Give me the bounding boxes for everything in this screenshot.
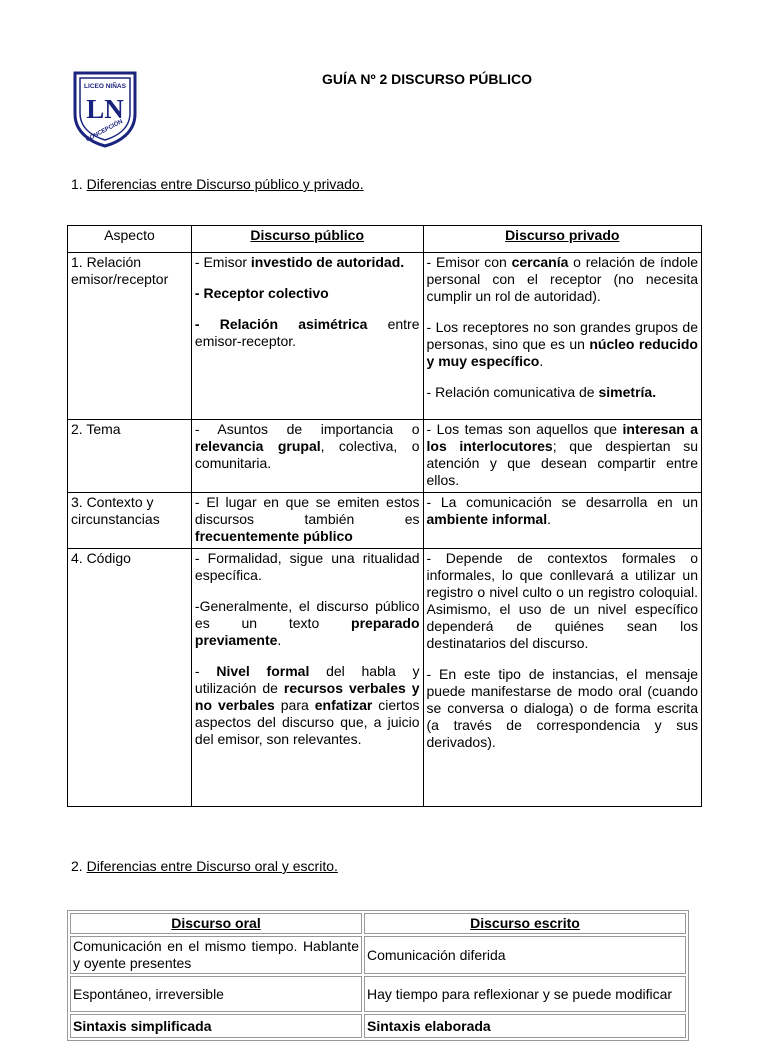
cell-public: - Emisor investido de autoridad. - Receptor colectivo - Relación asimétrica entre emisor-receptor. (191, 253, 423, 420)
cell-oral: Sintaxis simplificada (70, 1014, 362, 1038)
cell-private: - La comunicación se desarrolla en un ambiente informal. (423, 493, 701, 549)
section-1-number: 1. (71, 176, 83, 192)
cell-written: Comunicación diferida (364, 936, 686, 974)
cell-aspect: 3. Contexto y circunstancias (68, 493, 192, 549)
header-private: Discurso privado (505, 227, 620, 243)
table-row (68, 420, 702, 493)
cell-public: - Asuntos de importancia o relevancia grupal, colectiva, o comunitaria. (191, 420, 423, 493)
table-row (68, 253, 702, 420)
header-aspect: Aspecto (68, 226, 192, 253)
cell-public: - Formalidad, sigue una ritualidad específica. -Generalmente, el discurso público es un texto preparado previamente. - Nivel formal del habla y utilización de recursos verbales y no verbales para enfatizar ciertos aspectos del discurso que, a juicio del emisor, son relevantes. (191, 549, 423, 807)
public-private-table (67, 225, 702, 807)
table-row (70, 976, 686, 1012)
section-1-title: Diferencias entre Discurso público y privado. (86, 176, 364, 192)
cell-oral: Espontáneo, irreversible (70, 976, 362, 1012)
table-row (70, 936, 686, 974)
header-written: Discurso escrito (364, 913, 686, 934)
logo-text-bottom: CONCEPCIÓN (85, 118, 124, 144)
header-public: Discurso público (250, 227, 364, 243)
section-2-heading (71, 858, 338, 874)
cell-oral: Comunicación en el mismo tiempo. Hablante y oyente presentes (70, 936, 362, 974)
section-2-number: 2. (71, 858, 83, 874)
cell-written: Hay tiempo para reflexionar y se puede modificar (364, 976, 686, 1012)
cell-aspect: 4. Código (68, 549, 192, 807)
cell-public: - El lugar en que se emiten estos discursos también es frecuentemente público (191, 493, 423, 549)
logo-monogram: LN (86, 94, 124, 124)
oral-written-table (67, 910, 689, 1041)
table-row (68, 493, 702, 549)
cell-private: - Depende de contextos formales o informales, lo que conllevará a utilizar un registro o nivel culto o un registro coloquial. Asimismo, el uso de un nivel específico dependerá de quiénes sean los destinatarios del discurso. - En este tipo de instancias, el mensaje puede manifestarse de modo oral (cuando se conversa o dialoga) o de forma escrita (a través de correspondencia y sus derivados). (423, 549, 701, 807)
table-row (68, 549, 702, 807)
section-2-title: Diferencias entre Discurso oral y escrito. (86, 858, 338, 874)
cell-written: Sintaxis elaborada (364, 1014, 686, 1038)
cell-aspect: 2. Tema (68, 420, 192, 493)
table-row (70, 1014, 686, 1038)
logo-text-top: LICEO NIÑAS (84, 83, 126, 90)
header-oral: Discurso oral (70, 913, 362, 934)
cell-private: - Los temas son aquellos que interesan a los interlocutores; que despiertan su atención y que desean compartir entre ellos. (423, 420, 701, 493)
table-header-row (70, 913, 686, 934)
cell-aspect: 1. Relación emisor/receptor (68, 253, 192, 420)
section-1-heading (71, 176, 364, 192)
table-header-row (68, 226, 702, 253)
page-title: GUÍA Nº 2 DISCURSO PÚBLICO (322, 71, 532, 87)
cell-private: - Emisor con cercanía o relación de índole personal con el receptor (no necesita cumplir un rol de autoridad). - Los receptores no son grandes grupos de personas, sino que es un núcleo reducido y muy específico. - Relación comunicativa de simetría. (423, 253, 701, 420)
